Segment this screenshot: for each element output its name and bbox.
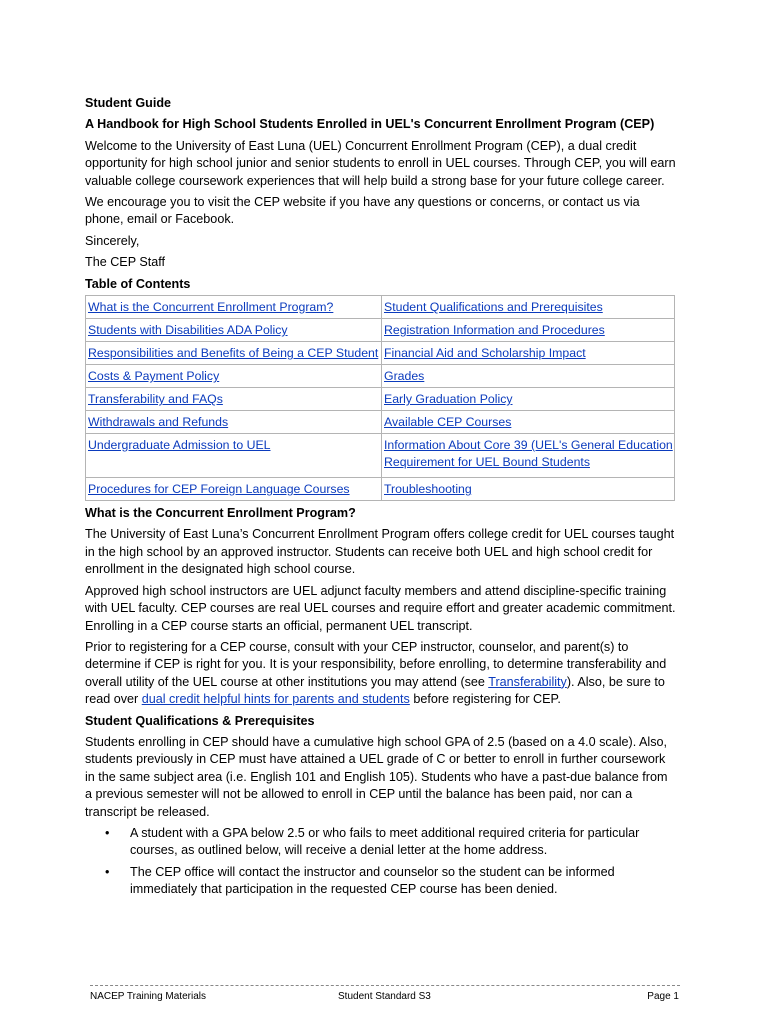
welcome-paragraph: Welcome to the University of East Luna (UEL) Concurrent Enrollment Program (CEP), a dual credit opportunity for high school junior and senior students to enroll in UEL courses. Through CEP, you will earn valuable college coursework experiences that will help build a strong base for your future college career. [85,138,676,188]
footer-left: NACEP Training Materials [90,991,206,1002]
toc-link-withdrawals[interactable]: Withdrawals and Refunds [88,415,229,430]
list-item [85,864,677,899]
toc-link-undergraduate-admission[interactable]: Undergraduate Admission to UEL [88,438,271,453]
toc-row [86,411,675,434]
toc-link-responsibilities[interactable]: Responsibilities and Benefits of Being a CEP Student [88,346,379,361]
cep-paragraph-3-text-a: Prior to registering for a CEP course, consult with your CEP instructor, counselor, and parent(s) to determine if CEP is right for you. It is your responsibility, before enrolling, to determine transferability and overall utility of the UEL course at other institutions you may attend (see [85,639,667,689]
footer-center: Student Standard S3 [338,991,431,1002]
list-item [85,825,677,860]
section-heading-cep: What is the Concurrent Enrollment Program? [85,506,356,521]
cep-paragraph-3-text-c: before registering for CEP. [409,692,561,707]
transferability-link[interactable]: Transferability [488,674,567,689]
doc-subtitle: A Handbook for High School Students Enrolled in UEL's Concurrent Enrollment Program (CEP) [85,117,655,132]
dual-credit-hints-link[interactable]: dual credit helpful hints for parents and students [141,692,410,707]
toc-link-available-courses[interactable]: Available CEP Courses [384,415,512,430]
bullet-text: A student with a GPA below 2.5 or who fails to meet additional required criteria for particular courses, as outlined below, will receive a denial letter at the home address. [130,825,640,858]
sincerely-line: Sincerely, [85,233,140,248]
toc-heading: Table of Contents [85,276,191,291]
qualifications-bullet-list [85,825,677,899]
cep-paragraph-3-text-b: ). Also, be sure to read over [85,674,665,707]
toc-row [86,296,675,319]
toc-link-registration[interactable]: Registration Information and Procedures [384,323,605,338]
bullet-icon: • [105,864,110,879]
document-page [85,95,677,903]
toc-link-qualifications[interactable]: Student Qualifications and Prerequisites [384,300,603,315]
encourage-paragraph: We encourage you to visit the CEP website if you have any questions or concerns, or contact us via phone, email or Facebook. [85,195,640,227]
toc-row [86,319,675,342]
qualifications-paragraph: Students enrolling in CEP should have a cumulative high school GPA of 2.5 (based on a 4.0 scale). Also, students previously in CEP must have attained a UEL grade of C or better to enroll in further coursework in the same subject area (i.e. English 101 and English 105). Students who have a past-due balance from a previous semester will not be allowed to enroll in CEP until the balance has been paid, nor can a transcript be released. [85,734,668,819]
toc-link-costs[interactable]: Costs & Payment Policy [88,369,220,384]
cep-paragraph-3 [85,639,677,709]
toc-row [86,342,675,365]
toc-row [86,434,675,478]
bullet-text: The CEP office will contact the instructor and counselor so the student can be informed immediately that participation in the requested CEP course has been denied. [130,864,615,897]
toc-link-core-39[interactable]: Information About Core 39 (UEL's General Education Requirement for UEL Bound Students [384,438,673,470]
toc-link-foreign-language[interactable]: Procedures for CEP Foreign Language Courses [88,482,350,497]
toc-link-troubleshooting[interactable]: Troubleshooting [384,482,472,497]
toc-row [86,365,675,388]
toc-link-transferability[interactable]: Transferability and FAQs [88,392,223,407]
cep-paragraph-2: Approved high school instructors are UEL adjunct faculty members and attend discipline-specific training with UEL faculty. CEP courses are real UEL courses and require effort and greater academic commitment. Enrolling in a CEP course starts an official, permanent UEL transcript. [85,583,676,633]
footer-divider [90,985,680,986]
cep-paragraph-1: The University of East Luna’s Concurrent Enrollment Program offers college credit for UEL courses taught in the high school by an approved instructor. Students can receive both UEL and high school credit for enrollment in the designated high school course. [85,527,675,577]
bullet-icon: • [105,825,110,840]
toc-row [86,478,675,501]
section-heading-qualifications: Student Qualifications & Prerequisites [85,713,315,728]
staff-signature: The CEP Staff [85,255,166,270]
footer-page-number: Page 1 [647,991,679,1002]
toc-link-disabilities[interactable]: Students with Disabilities ADA Policy [88,323,288,338]
table-of-contents [85,295,675,501]
doc-title: Student Guide [85,96,172,110]
toc-link-early-graduation[interactable]: Early Graduation Policy [384,392,513,407]
toc-link-grades[interactable]: Grades [384,369,425,384]
toc-link-financial-aid[interactable]: Financial Aid and Scholarship Impact [384,346,586,361]
toc-link-concurrent-enrollment[interactable]: What is the Concurrent Enrollment Program? [88,300,334,315]
toc-row [86,388,675,411]
